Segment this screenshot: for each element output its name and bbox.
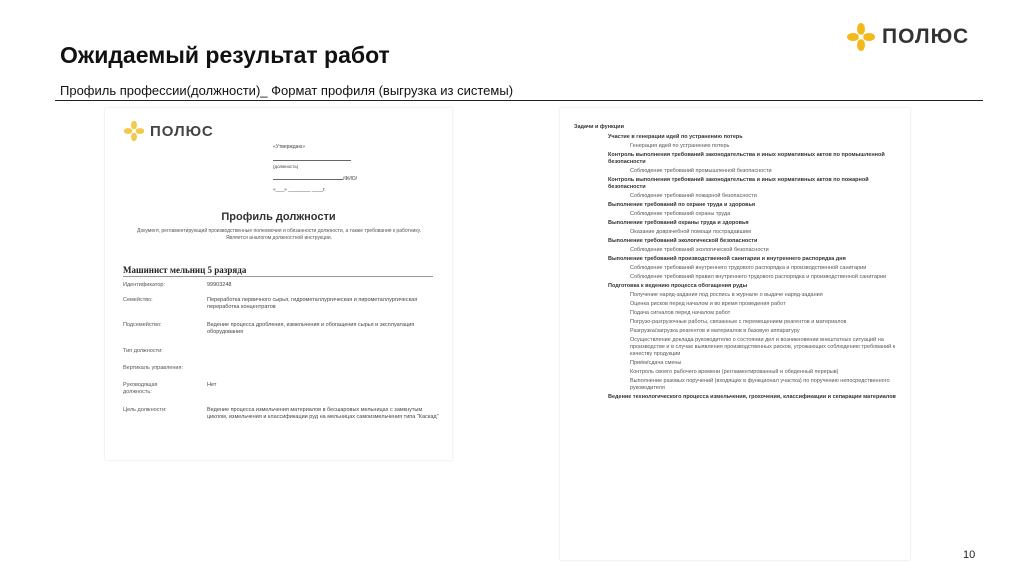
field-label: Идентификатор: (123, 282, 166, 288)
task-item: Выполнение разовых поручений (входящих в функционал участка) по поручению непосредственного руководителя (630, 378, 890, 391)
task-item: Приём/сдача смены (630, 360, 682, 366)
field-label: Тип должности: (123, 348, 163, 354)
task-item: Подача сигналов перед началом работ (630, 310, 731, 316)
task-item: Соблюдение требований пожарной безопасности (630, 193, 757, 199)
profession-name: Машинист мельниц 5 разряда (123, 265, 247, 275)
task-item: Контроль своего рабочего времени (регламентированный и обеденный перерыв) (630, 369, 839, 375)
approval-block (273, 142, 357, 196)
approve-date: «___» ________ ____г. (273, 187, 326, 193)
brand-name: ПОЛЮС (882, 25, 970, 48)
tasks-document-page (560, 108, 910, 560)
task-group: Подготовка к ведению процесса обогащения руды (608, 283, 748, 289)
field-label: Цель должности: (123, 407, 167, 413)
task-group: Контроль выполнения требований законодательства и иных нормативных актов по пожарной безопасности (608, 177, 869, 190)
profession-divider (123, 276, 433, 277)
doc-brand-flower-icon (123, 120, 145, 142)
field-label: Руководящая должность: (123, 382, 158, 395)
field-value: Переработка первичного сырья, гидрометаллургическая и пирометаллургическая переработка концентратов (207, 297, 418, 310)
task-item: Получение наряд-задания под роспись в журнале о выдаче наряд-задания (630, 292, 823, 298)
task-group: Выполнение требований по охране труда и здоровья (608, 202, 756, 208)
task-group: Выполнение требований экологической безопасности (608, 238, 758, 244)
task-item: Соблюдение требований охраны труда (630, 211, 731, 217)
task-group: Выполнение требований охраны труда и здоровья (608, 220, 749, 226)
task-item: Соблюдение требований внутреннего трудового распорядка и производственной санитарии (630, 265, 867, 271)
task-item: Погрузо-разгрузочные работы, связанные с перемещением реагентов и материалов (630, 319, 847, 325)
field-value: Ведение процесса измельчения материалов в бесшаровых мельницах с замкнутым циклом, измельчения и классификации руд на мельницах самоизмельчения типа "Каскад" (207, 407, 439, 420)
task-group: Выполнение требований производственной санитарии и внутреннего распорядка дня (608, 256, 846, 262)
field-label: Вертикаль управления: (123, 365, 183, 371)
field-value: 99903248 (207, 282, 232, 288)
header-divider (55, 100, 983, 101)
tasks-list (574, 124, 904, 401)
approve-fio-line (273, 172, 343, 180)
page-number: 10 (963, 549, 976, 561)
profile-document-page (105, 108, 452, 460)
task-item: Разгрузка/загрузка реагентов и материалов в базовую аппаратуру (630, 328, 800, 334)
task-item: Соблюдение требований правил внутреннего трудового распорядка и производственной санитарии (630, 274, 887, 280)
approve-position-label: (должность) (273, 164, 299, 169)
approve-title: «Утверждаю» (273, 144, 305, 150)
field-label: Семейство: (123, 297, 153, 303)
task-item: Соблюдение требований промышленной безопасности (630, 168, 772, 174)
doc-brand-logo (123, 120, 214, 142)
task-item: Оценка рисков перед началом и во время проведения работ (630, 301, 786, 307)
task-group: Участие в генерации идей по устранению потерь (608, 134, 743, 140)
field-value: Нет (207, 382, 217, 388)
task-item: Оказание доврачебной помощи пострадавшим (630, 229, 751, 235)
brand-flower-icon (846, 22, 876, 52)
task-item: Осуществление доклада руководителю о состоянии дел и возникновении внештатных ситуаций на производстве и в случае выявления производственных рисков, угрожающих соблюдению требований к качеству продукции (630, 337, 896, 357)
slide-subtitle: Профиль профессии(должности)_ Формат профиля (выгрузка из системы) (60, 83, 514, 98)
task-item: Генерация идей по устранению потерь (630, 143, 730, 149)
field-label: Подсемейство: (123, 322, 162, 328)
task-group: Контроль выполнения требований законодательства и иных нормативных актов по промышленной безопасности (608, 152, 885, 165)
doc-heading: Профиль должности (221, 211, 336, 223)
doc-description: Документ, регламентирующий производственные полномочия и обязанности должности, а также требования к работнику. Является аналогом должностной инструкции. (137, 228, 421, 241)
tasks-section-title: Задачи и функции (574, 124, 624, 130)
approve-fio-label: /ФИО/ (343, 176, 358, 182)
approve-position-line (273, 153, 351, 161)
brand-logo (846, 22, 969, 52)
field-value: Ведение процесса дробления, измельчения и обогащения сырья и эксплуатация оборудования (207, 322, 415, 335)
doc-brand-name: ПОЛЮС (150, 122, 214, 140)
slide-title: Ожидаемый результат работ (60, 42, 390, 68)
task-item: Соблюдение требований экологической безопасности (630, 247, 769, 253)
task-group: Ведение технологического процесса измельчения, грохочения, классификации и сепарации материалов (608, 394, 896, 400)
